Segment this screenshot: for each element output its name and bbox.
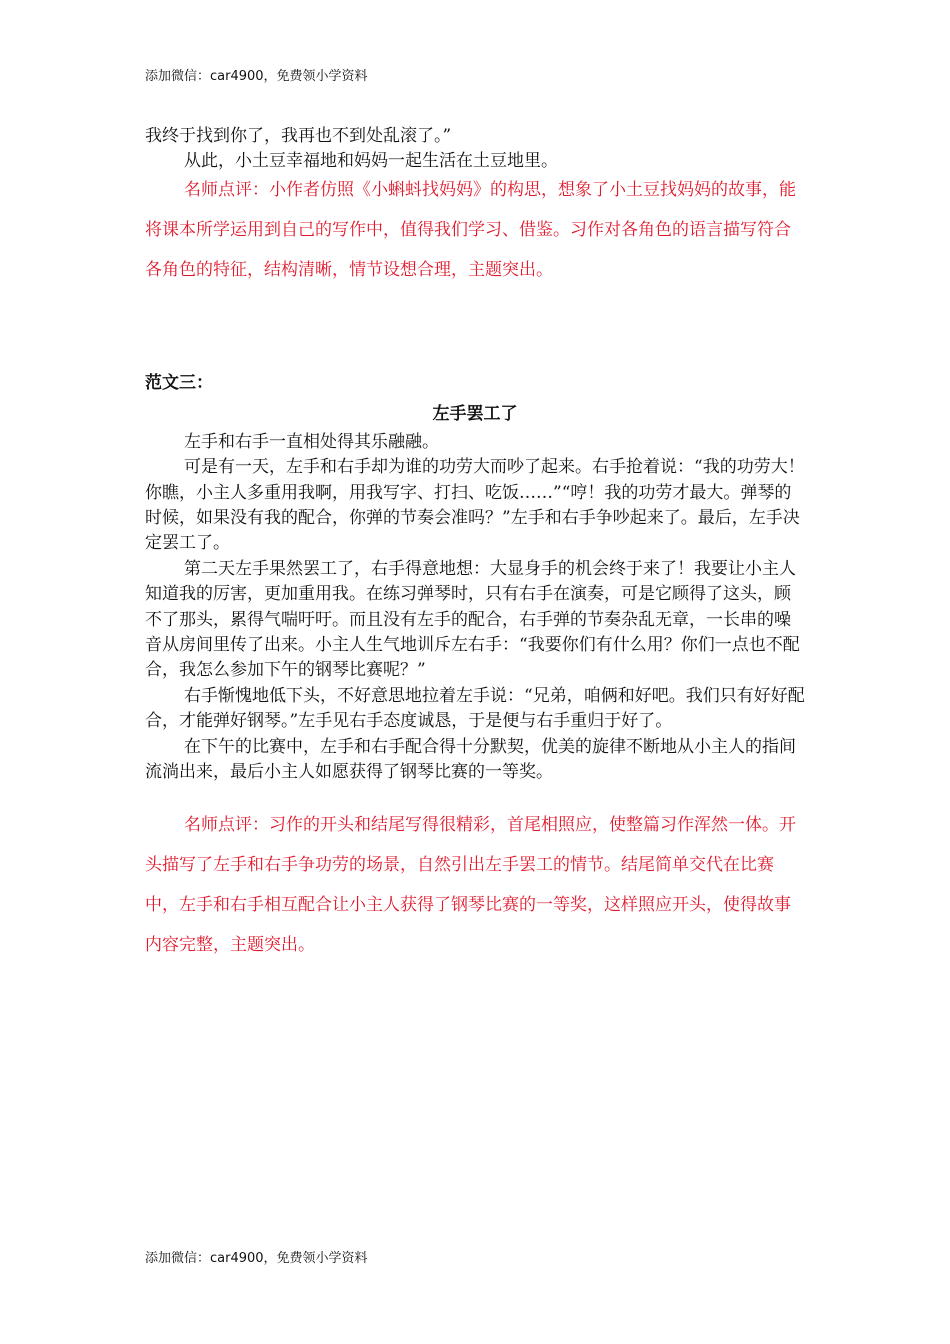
teacher-review-2: 名师点评：习作的开头和结尾写得很精彩，首尾相照应，使整篇习作浑然一体。开头描写了左手和右手争功劳的场景，自然引出左手罢工的情节。结尾简单交代在比赛中，左手和右手相互配合让小主人获得了钢琴比赛的一等奖，这样照应开头，使得故事内容完整，主题突出。 bbox=[145, 814, 796, 955]
essay-title: 左手罢工了 bbox=[432, 403, 518, 424]
essay-paragraph: 在下午的比赛中，左手和右手配合得十分默契，优美的旋律不断地从小主人的指间流淌出来，最后小主人如愿获得了钢琴比赛的一等奖。 bbox=[145, 736, 796, 783]
page-header: 添加微信：car4900，免费领小学资料 bbox=[145, 69, 368, 84]
teacher-review-1: 名师点评：小作者仿照《小蝌蚪找妈妈》的构思，想象了小土豆找妈妈的故事，能将课本所学运用到自己的写作中，值得我们学习、借鉴。习作对各角色的语言描写符合各角色的特征，结构清晰，情节设想合理，主题突出。 bbox=[145, 179, 796, 280]
section-label: 范文三： bbox=[145, 372, 213, 393]
story-closing-line: 我终于找到你了，我再也不到处乱滚了。” bbox=[145, 126, 452, 146]
essay-paragraph: 可是有一天，左手和右手却为谁的功劳大而吵了起来。右手抢着说：“我的功劳大！你瞧，小主人多重用我啊，用我写字、打扫、吃饭……”“哼！我的功劳才最大。弹琴的时候，如果没有我的配合，你弹的节奏会准吗？”左手和右手争吵起来了。最后，左手决定罢工了。 bbox=[145, 457, 805, 554]
story-final-line: 从此，小土豆幸福地和妈妈一起生活在土豆地里。 bbox=[184, 151, 558, 172]
essay-paragraph: 右手惭愧地低下头，不好意思地拉着左手说：“兄弟，咱俩和好吧。我们只有好好配合，才能弹好钢琴。”左手见右手态度诚恳，于是便与右手重归于好了。 bbox=[145, 685, 805, 732]
page-footer: 添加微信：car4900，免费领小学资料 bbox=[145, 1251, 368, 1266]
page-content bbox=[145, 124, 805, 965]
essay-paragraph: 左手和右手一直相处得其乐融融。 bbox=[184, 431, 439, 452]
essay-paragraph: 第二天左手果然罢工了，右手得意地想：大显身手的机会终于来了！我要让小主人知道我的厉害，更加重用我。在练习弹琴时，只有右手在演奏，可是它顾得了这头，顾不了那头，累得气喘吁吁。而且没有左手的配合，右手弹的节奏杂乱无章，一长串的噪音从房间里传了出来。小主人生气地训斥左右手：“我要你们有什么用？你们一点也不配合，我怎么参加下午的钢琴比赛呢？” bbox=[145, 558, 800, 681]
